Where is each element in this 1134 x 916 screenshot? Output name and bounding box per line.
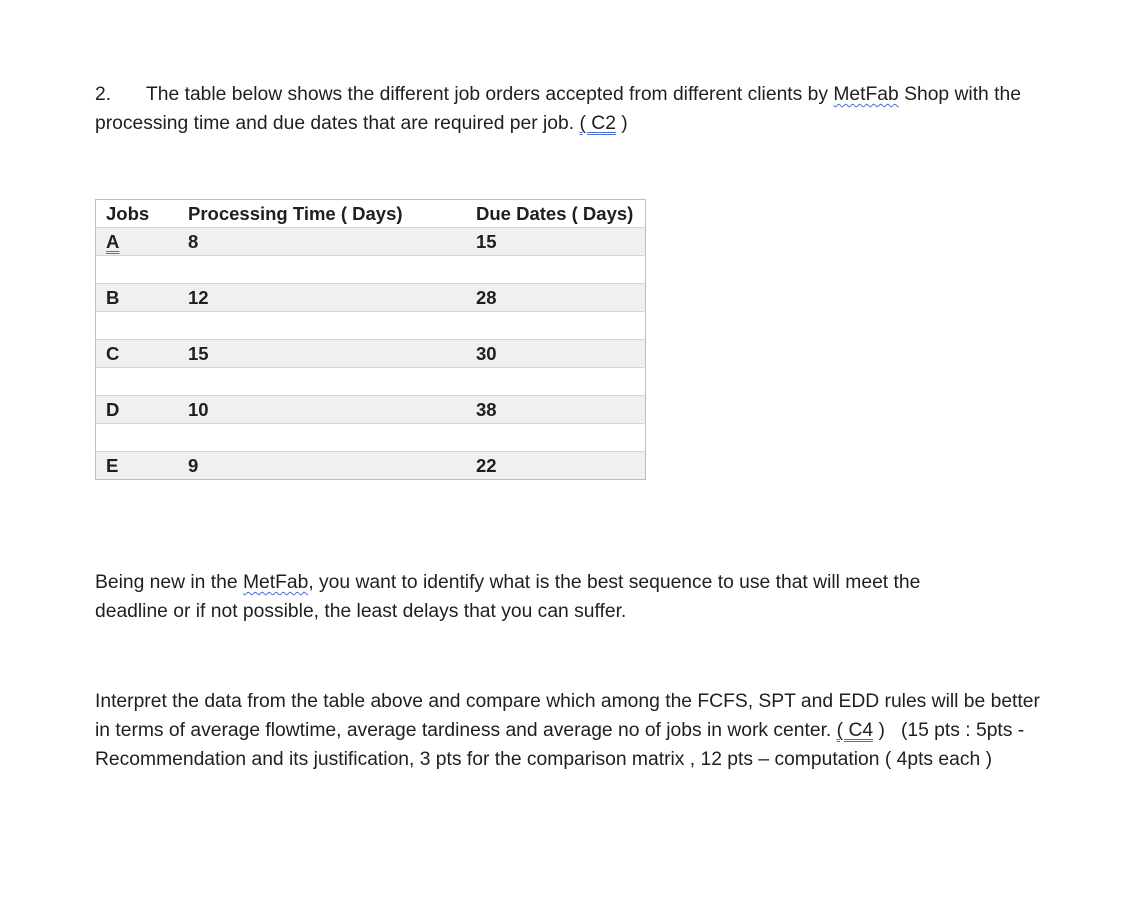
due-date-cell: 38	[466, 396, 646, 424]
due-date-cell: 15	[466, 228, 646, 256]
shop-name: MetFab	[833, 84, 899, 105]
blank-row	[96, 368, 646, 396]
table-header-row	[96, 200, 646, 228]
due-date-cell: 22	[466, 452, 646, 480]
header-due-dates: Due Dates ( Days)	[466, 200, 646, 228]
question-intro-2: Shop with the processing time and due dates that are required per job.	[95, 84, 1021, 134]
job-id: E	[96, 452, 179, 480]
table-row	[96, 396, 646, 424]
course-outcome-open: (	[836, 720, 849, 741]
processing-time-cell: 10	[178, 396, 466, 424]
scenario-text-1: Being new in the	[95, 572, 243, 593]
table-row	[96, 452, 646, 480]
due-date-cell: 28	[466, 284, 646, 312]
blank-row	[96, 424, 646, 452]
course-outcome-code: C4	[848, 720, 874, 741]
jobs-table	[95, 199, 646, 480]
processing-time-cell: 8	[178, 228, 466, 256]
processing-time-cell: 12	[178, 284, 466, 312]
scenario-text-2: , you want to identify what is the best sequence to use that will meet the deadline or if not possible, the least delays that you can suffer.	[95, 572, 921, 622]
question-intro-1: The table below shows the different job orders accepted from different clients by	[146, 84, 834, 105]
job-id: D	[96, 396, 179, 424]
blank-row	[96, 256, 646, 284]
job-id: C	[96, 340, 179, 368]
task-text: Interpret the data from the table above and compare which among the FCFS, SPT and EDD rules will be better in terms of average flowtime, average tardiness and average no of jobs in work center.	[95, 691, 1040, 741]
course-outcome-open: (	[579, 113, 592, 134]
header-jobs: Jobs	[96, 200, 179, 228]
header-processing-time: Processing Time ( Days)	[178, 200, 466, 228]
blank-row	[96, 312, 646, 340]
processing-time-cell: 9	[178, 452, 466, 480]
job-id: A	[96, 228, 179, 256]
processing-time-cell: 15	[178, 340, 466, 368]
points-breakdown: (15 pts : 5pts - Recommendation and its justification, 3 pts for the comparison matrix , 12 pts – computation ( 4pts each )	[95, 720, 1025, 770]
due-date-cell: 30	[466, 340, 646, 368]
task-paragraph	[95, 687, 1040, 774]
job-id: B	[96, 284, 179, 312]
course-outcome-close: )	[615, 113, 628, 134]
table-row	[96, 340, 646, 368]
question-number: 2.	[95, 84, 112, 105]
table-row	[96, 284, 646, 312]
scenario-paragraph	[95, 568, 995, 626]
question-paragraph	[95, 80, 1040, 138]
course-outcome-close: )	[873, 720, 885, 741]
table-row	[96, 228, 646, 256]
course-outcome-code: C2	[591, 113, 616, 134]
shop-name: MetFab	[242, 572, 309, 593]
